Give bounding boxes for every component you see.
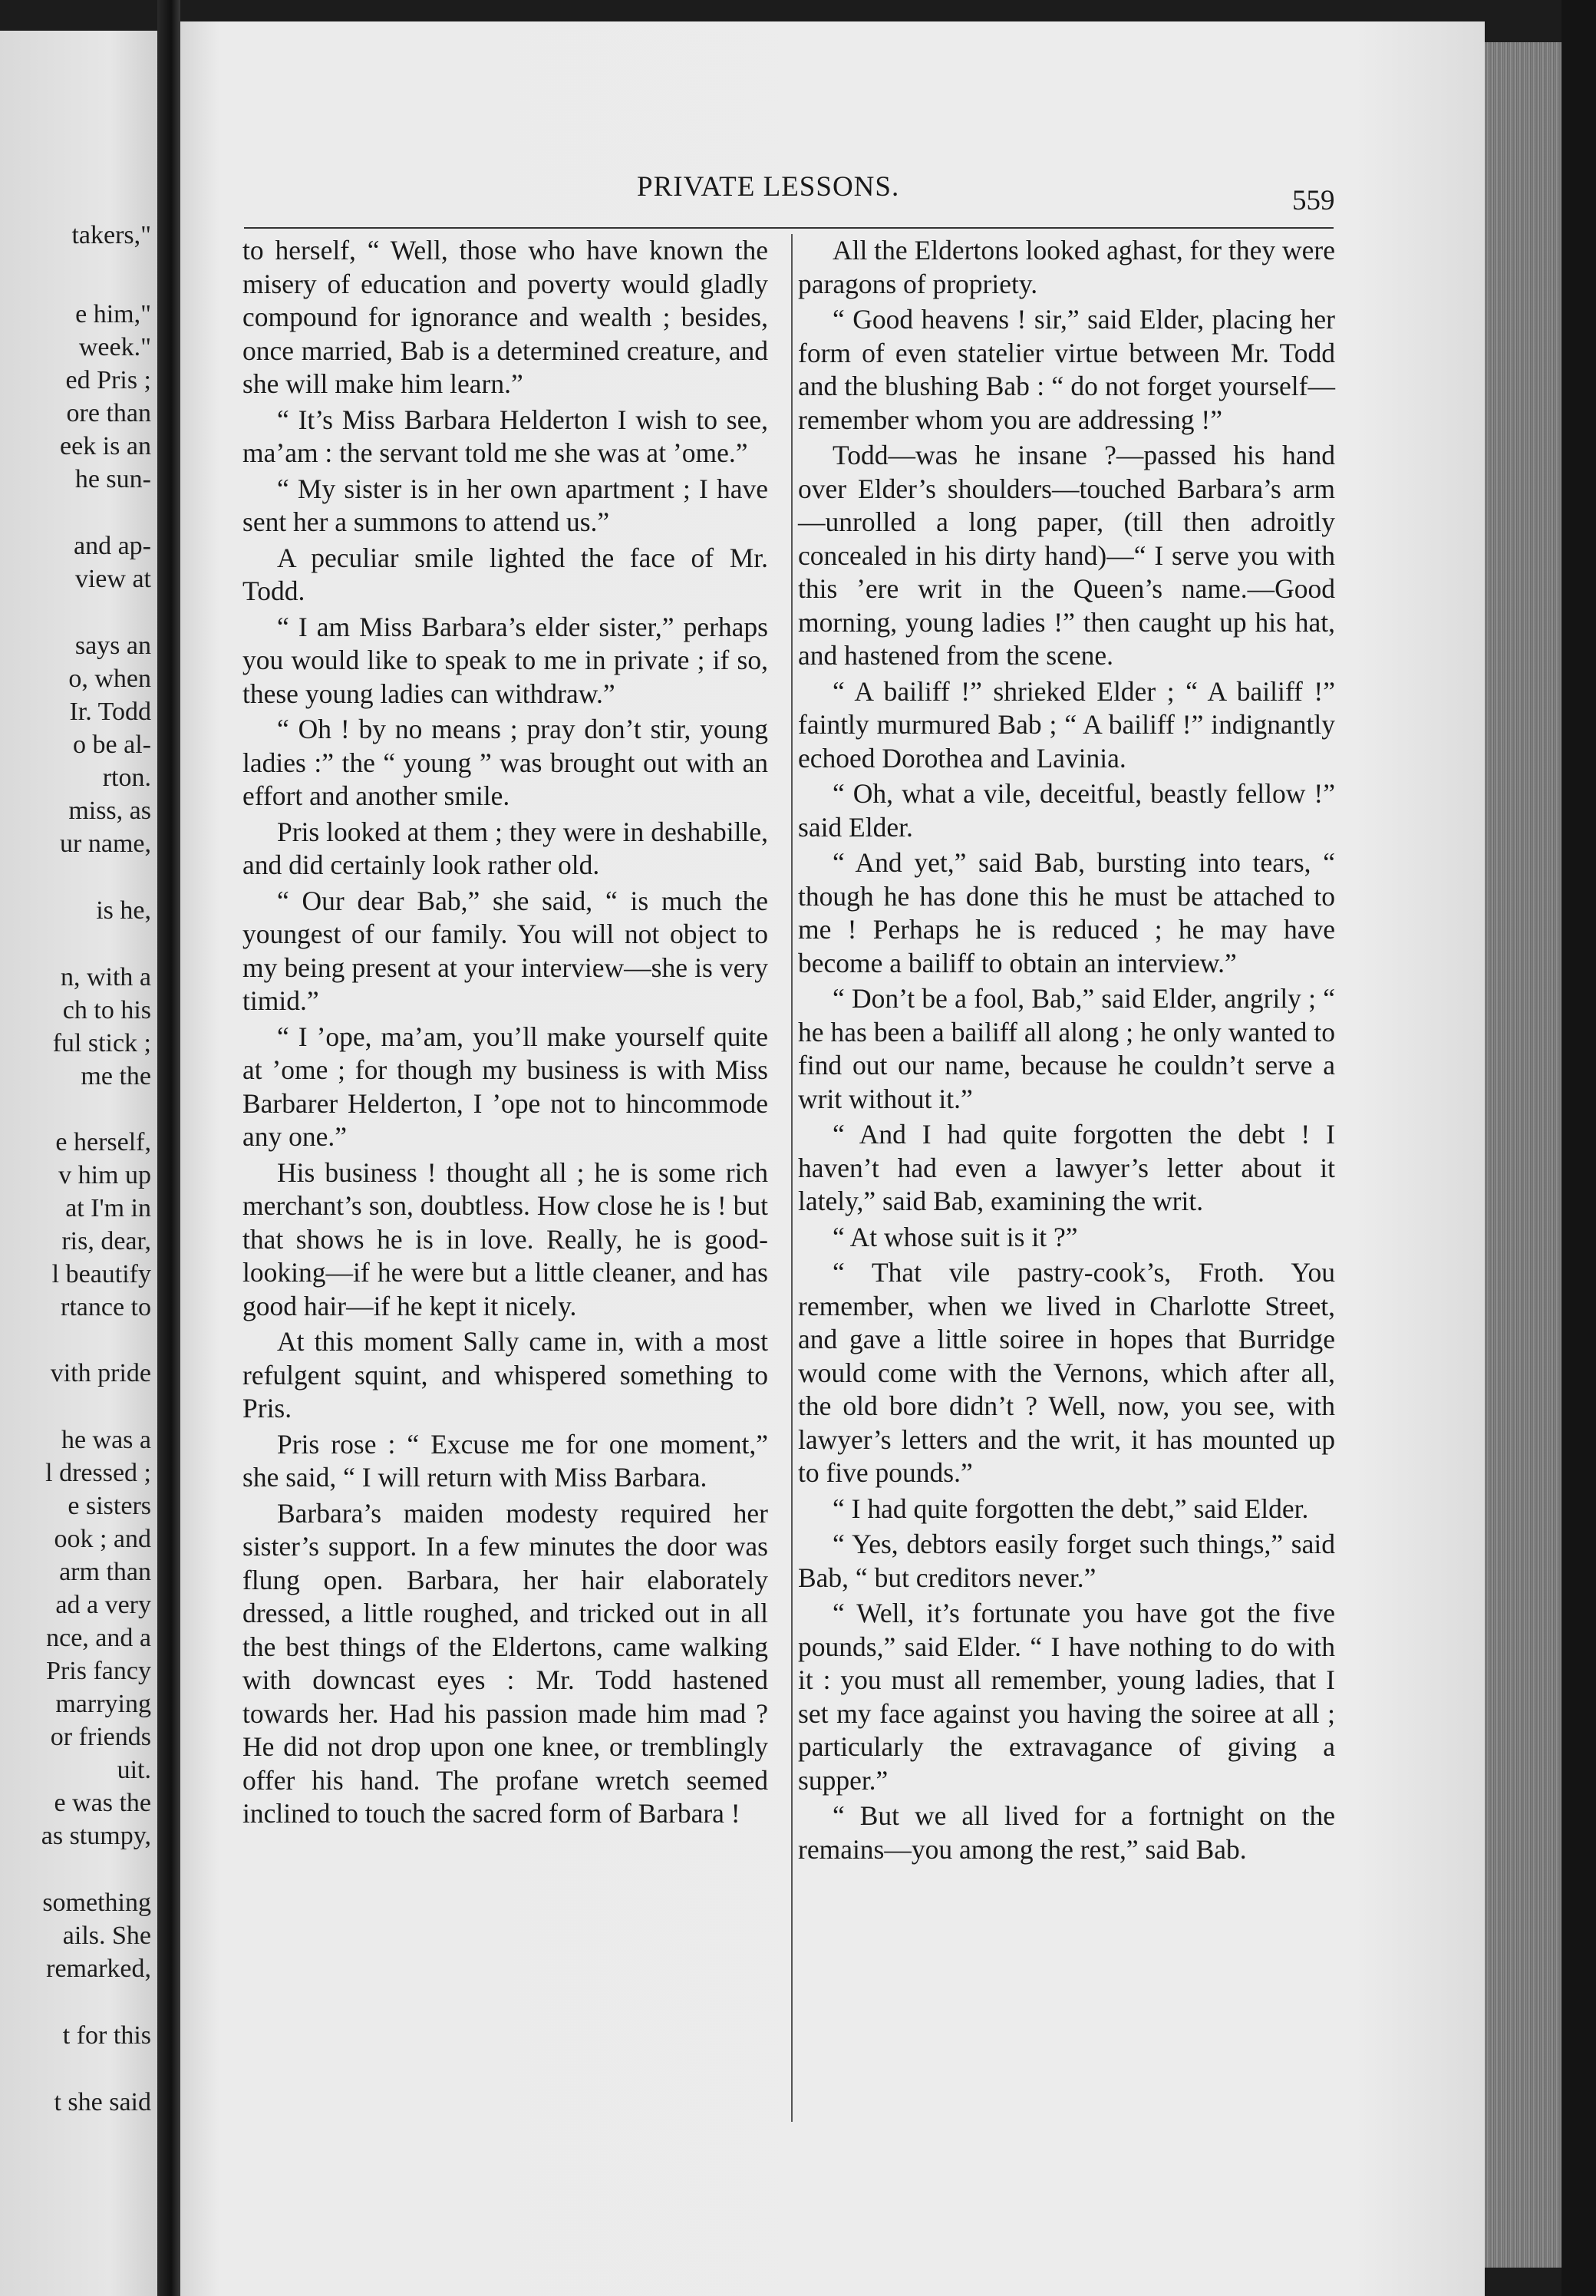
paragraph: “ I am Miss Barbara’s elder sister,” perhaps you would like to speak to me in private ; if so, these young ladies can withdraw.”	[242, 611, 768, 709]
paragraph: “ I had quite forgotten the debt,” said Elder.	[833, 1493, 1309, 1524]
paragraph: “ Don’t be a fool, Bab,” said Elder, angrily ; “ he has been a bailiff all along ; he only wanted to find out our name, because he couldn’t serve a writ without it.”	[798, 983, 1335, 1114]
left-page-line: v him up	[58, 1161, 151, 1189]
paragraph: “ My sister is in her own apartment ; I have sent her a summons to attend us.”	[242, 473, 768, 537]
paragraph: Todd—was he insane ?—passed his hand over Elder’s shoulders—touched Barbara’s arm—unrolled a long paper, (till then adroitly concealed in his dirty hand)—“ I serve you with this ’ere writ in the Queen’s name.—Good morning, young ladies !” then caught up his hat, and hastened from the scene.	[798, 440, 1335, 671]
paragraph: “ Yes, debtors easily forget such things,” said Bab, “ but creditors never.”	[798, 1529, 1335, 1593]
left-page-line: vith pride	[50, 1359, 151, 1387]
left-page-line: Pris fancy	[46, 1657, 151, 1685]
left-page-line: nce, and a	[46, 1624, 151, 1652]
left-page-line: o, when	[68, 665, 151, 693]
left-page-line: takers,"	[71, 221, 151, 249]
left-page-line: me the	[81, 1062, 151, 1090]
paragraph: “ But we all lived for a fortnight on the remains—you among the rest,” said Bab.	[798, 1800, 1335, 1865]
left-page-line: e was the	[54, 1789, 151, 1817]
left-page-line: e him,"	[75, 300, 151, 328]
paragraph: His business ! thought all ; he is some rich merchant’s son, doubtless. How close he is ! but that shows he is in love. Really, he is good-looking—if he were but a little cleaner, and has good hair—if he kept it nicely.	[242, 1156, 768, 1321]
paragraph: “ A bailiff !” shrieked Elder ; “ A bailiff !” faintly murmured Bab ; “ A bailiff !” indignantly echoed Dorothea and Lavinia.	[798, 675, 1335, 774]
left-page-line: he sun-	[74, 465, 151, 493]
left-page-line: or friends	[50, 1723, 151, 1751]
background-edge	[1561, 0, 1596, 2296]
paragraph: A peculiar smile lighted the face of Mr. Todd.	[242, 542, 768, 606]
left-page-line: ful stick ;	[52, 1029, 151, 1057]
left-page-line: rton.	[102, 764, 151, 792]
text-column-left	[242, 234, 768, 1833]
column-divider	[791, 234, 793, 2122]
left-page-line: at I'm in	[65, 1194, 151, 1222]
left-page-line: and ap-	[73, 532, 151, 560]
paragraph: “ Our dear Bab,” she said, “ is much the youngest of our family. You will not object to my being present at your interview—she is very timid.”	[242, 885, 768, 1016]
left-page-line: ad a very	[55, 1591, 151, 1619]
paragraph: Barbara’s maiden modesty required her sister’s support. In a few minutes the door was flung open. Barbara, her hair elaborately dressed, a little roughed, and tricked out in all the best things of the Eldertons, came walking with downcast eyes : Mr. Todd hastened towards her. Had his passion made him mad ? He did not drop upon one knee, or tremblingly offer his hand. The profane wretch seemed inclined to touch the sacred form of Barbara !	[242, 1497, 768, 1829]
paragraph: At this moment Sally came in, with a most refulgent squint, and whispered something to Pris.	[242, 1326, 768, 1423]
left-page-line: uit.	[117, 1756, 151, 1784]
left-page-line: he was a	[61, 1426, 151, 1454]
page-number: 559	[1292, 185, 1335, 216]
paragraph: “ Oh ! by no means ; pray don’t stir, young ladies :” the “ young ” was brought out with an effort and another smile.	[242, 714, 768, 811]
left-page-line: remarked,	[46, 1955, 151, 1983]
text-column-right	[798, 234, 1335, 1869]
left-page-line: week."	[78, 333, 151, 361]
left-page-line: ails. She	[62, 1922, 151, 1950]
paragraph: “ I ’ope, ma’am, you’ll make yourself quite at ’ome ; for though my business is with Miss Barbarer Helderton, I ’ope not to hincommode any one.”	[242, 1021, 768, 1152]
paragraph: All the Eldertons looked aghast, for they were paragons of propriety.	[798, 235, 1335, 299]
left-page-line: t she said	[54, 2088, 151, 2116]
left-page-line: ook ; and	[54, 1525, 151, 1553]
left-page-line: ch to his	[62, 996, 151, 1024]
left-page-line: rtance to	[61, 1293, 151, 1321]
paragraph: “ Oh, what a vile, deceitful, beastly fellow !” said Elder.	[798, 778, 1335, 843]
left-page-line: t for this	[62, 2021, 151, 2050]
left-page-line: e herself,	[55, 1128, 151, 1156]
paragraph: “ At whose suit is it ?”	[833, 1221, 1078, 1252]
left-page-line: marrying	[55, 1690, 151, 1718]
left-page-line: ore than	[66, 399, 151, 427]
paragraph: “ Good heavens ! sir,” said Elder, placing her form of even statelier virtue between Mr. Todd and the blushing Bab : “ do not forget yourself—remember whom you are addressing !”	[798, 304, 1335, 435]
left-page-line: as stumpy,	[41, 1822, 151, 1850]
left-page-line: n, with a	[60, 963, 151, 991]
left-page-line: something	[42, 1889, 151, 1917]
header-rule	[244, 227, 1334, 229]
paragraph: “ And yet,” said Bab, bursting into tears, “ though he has done this he must be attached to me ! Perhaps he is reduced ; he may have become a bailiff to obtain an interview.”	[798, 847, 1335, 978]
paragraph: to herself, “ Well, those who have known the misery of education and poverty would gladly compound for ignorance and wealth ; besides, once married, Bab is a determined creature, and she will make him learn.”	[242, 235, 768, 399]
page-edges	[1485, 42, 1561, 2268]
left-page-line: ris, dear,	[61, 1227, 151, 1255]
paragraph: “ And I had quite forgotten the debt ! I haven’t had even a lawyer’s letter about it lately,” said Bab, examining the writ.	[798, 1119, 1335, 1216]
paragraph: Pris rose : “ Excuse me for one moment,” she said, “ I will return with Miss Barbara.	[242, 1428, 768, 1493]
left-page-line: arm than	[59, 1558, 151, 1586]
left-page-line: e sisters	[68, 1492, 151, 1520]
left-page-line: miss, as	[68, 797, 151, 825]
left-page-line: says an	[74, 632, 151, 660]
left-page-line: ed Pris ;	[65, 366, 151, 394]
book-gutter	[157, 0, 180, 2296]
running-title: PRIVATE LESSONS.	[637, 171, 900, 203]
left-page-line: is he,	[96, 896, 151, 925]
left-page-line: Ir. Todd	[69, 698, 151, 726]
paragraph: “ It’s Miss Barbara Helderton I wish to see, ma’am : the servant told me she was at ’ome.”	[242, 404, 768, 468]
paragraph: Pris looked at them ; they were in deshabille, and did certainly look rather old.	[242, 816, 768, 880]
left-page-line: o be al-	[73, 731, 151, 759]
left-page-line: ur name,	[60, 830, 151, 858]
left-page-line: l dressed ;	[45, 1459, 151, 1487]
left-page-line: l beautify	[51, 1260, 151, 1288]
left-page-line: view at	[74, 565, 151, 593]
paragraph: “ That vile pastry-cook’s, Froth. You remember, when we lived in Charlotte Street, and gave a little soiree in hopes that Burridge would come with the Vernons, which after all, the old bore didn’t ? Well, now, you see, with lawyer’s letters and the writ, it has mounted up to five pounds.”	[798, 1257, 1335, 1488]
left-facing-page	[0, 31, 157, 2296]
paragraph: “ Well, it’s fortunate you have got the five pounds,” said Elder. “ I have nothing to do with it : you must all remember, young ladies, that I set my face against you having the soiree at all ; particularly the extravagance of giving a supper.”	[798, 1598, 1335, 1796]
left-page-line: eek is an	[60, 432, 151, 460]
